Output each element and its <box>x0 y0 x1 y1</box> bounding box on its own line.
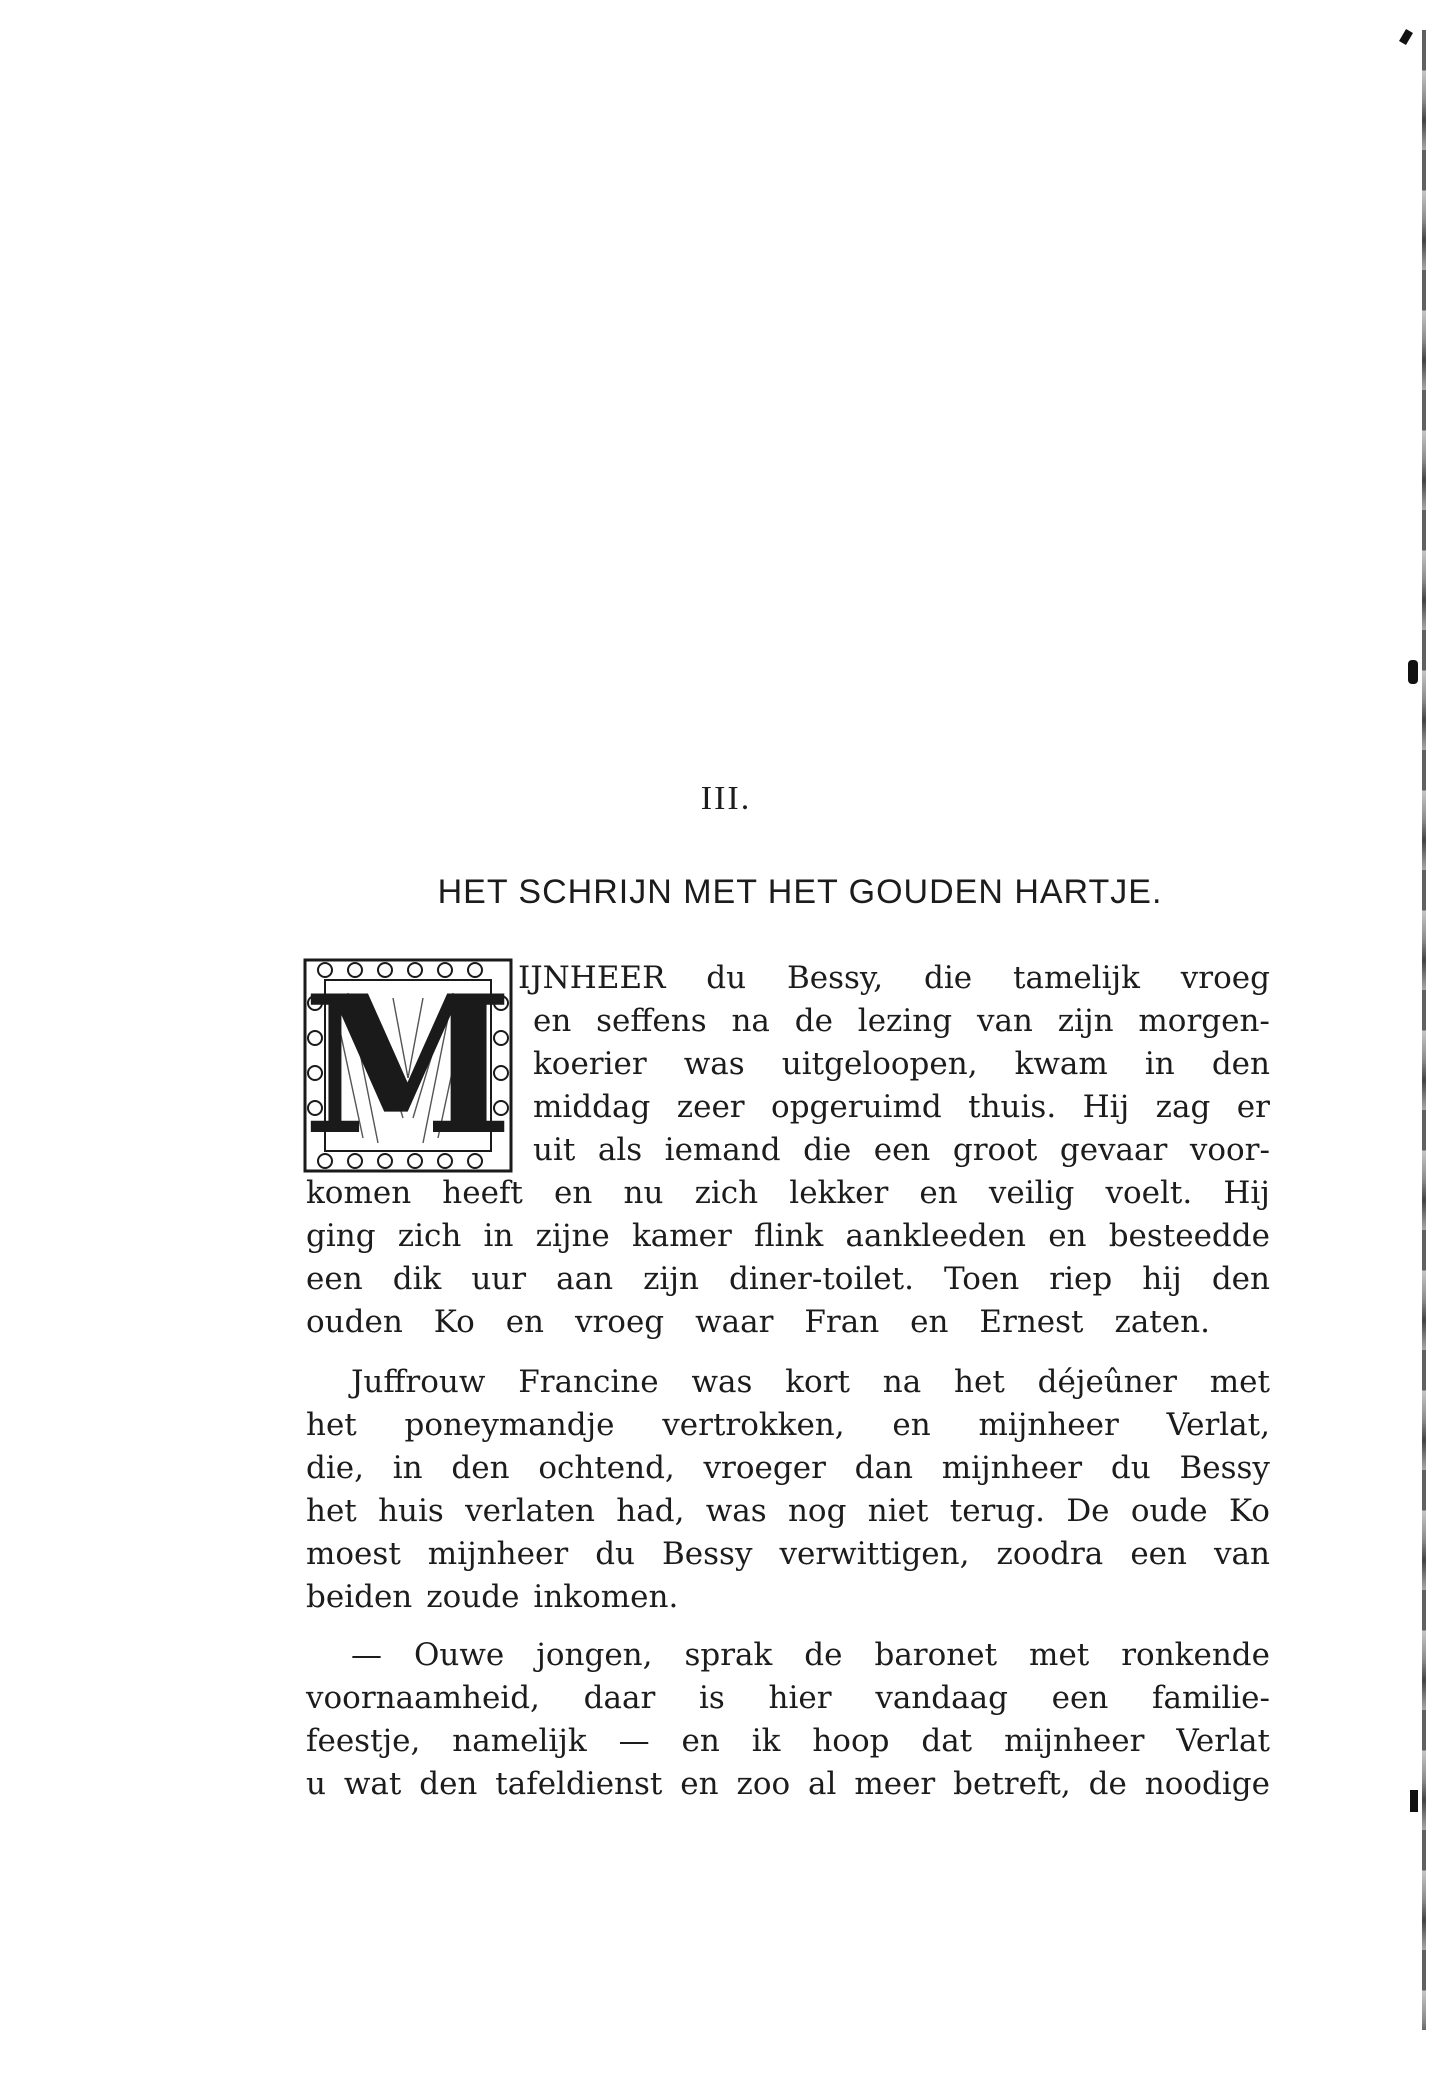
text-line: ouden Ko en vroeg waar Fran en Ernest zaten. <box>306 1304 1210 1340</box>
scan-mark <box>1408 660 1418 684</box>
text-line: een dik uur aan zijn diner-toilet. Toen riep hij den <box>306 1261 1270 1297</box>
text-line: uit als iemand die een groot gevaar voor- <box>533 1132 1270 1168</box>
decorative-initial <box>302 953 514 1177</box>
scan-mark <box>1399 29 1413 45</box>
chapter-title: HET SCHRIJN MET HET GOUDEN HARTJE. <box>437 873 1163 911</box>
text-line: ging zich in zijne kamer flink aankleeden en besteedde <box>306 1218 1270 1254</box>
text-line: middag zeer opgeruimd thuis. Hij zag er <box>533 1089 1270 1125</box>
text-line: feestje, namelijk — en ik hoop dat mijnheer Verlat <box>306 1723 1270 1759</box>
text-line: die, in den ochtend, vroeger dan mijnheer du Bessy <box>306 1450 1270 1486</box>
text-line: voornaamheid, daar is hier vandaag een familie- <box>306 1680 1270 1716</box>
scan-binding-edge <box>1422 30 1426 2030</box>
text-line: u wat den tafeldienst en zoo al meer betreft, de noodige <box>306 1766 1270 1802</box>
initial-letter: M <box>302 953 514 1177</box>
text-line: en seffens na de lezing van zijn morgen- <box>533 1003 1270 1039</box>
text-line: IJNHEER du Bessy, die tamelijk vroeg <box>518 960 1270 996</box>
text-line: beiden zoude inkomen. <box>306 1579 679 1615</box>
chapter-number: III. <box>700 780 752 817</box>
text-line: koerier was uitgeloopen, kwam in den <box>533 1046 1270 1082</box>
scan-mark <box>1410 1790 1418 1812</box>
text-line: komen heeft en nu zich lekker en veilig voelt. Hij <box>306 1175 1270 1211</box>
text-line: het poneymandje vertrokken, en mijnheer Verlat, <box>306 1407 1270 1443</box>
text-line: moest mijnheer du Bessy verwittigen, zoodra een van <box>306 1536 1270 1572</box>
text-line: Juffrouw Francine was kort na het déjeûner met <box>351 1364 1270 1400</box>
text-line: het huis verlaten had, was nog niet terug. De oude Ko <box>306 1493 1270 1529</box>
text-line: — Ouwe jongen, sprak de baronet met ronkende <box>351 1637 1270 1673</box>
